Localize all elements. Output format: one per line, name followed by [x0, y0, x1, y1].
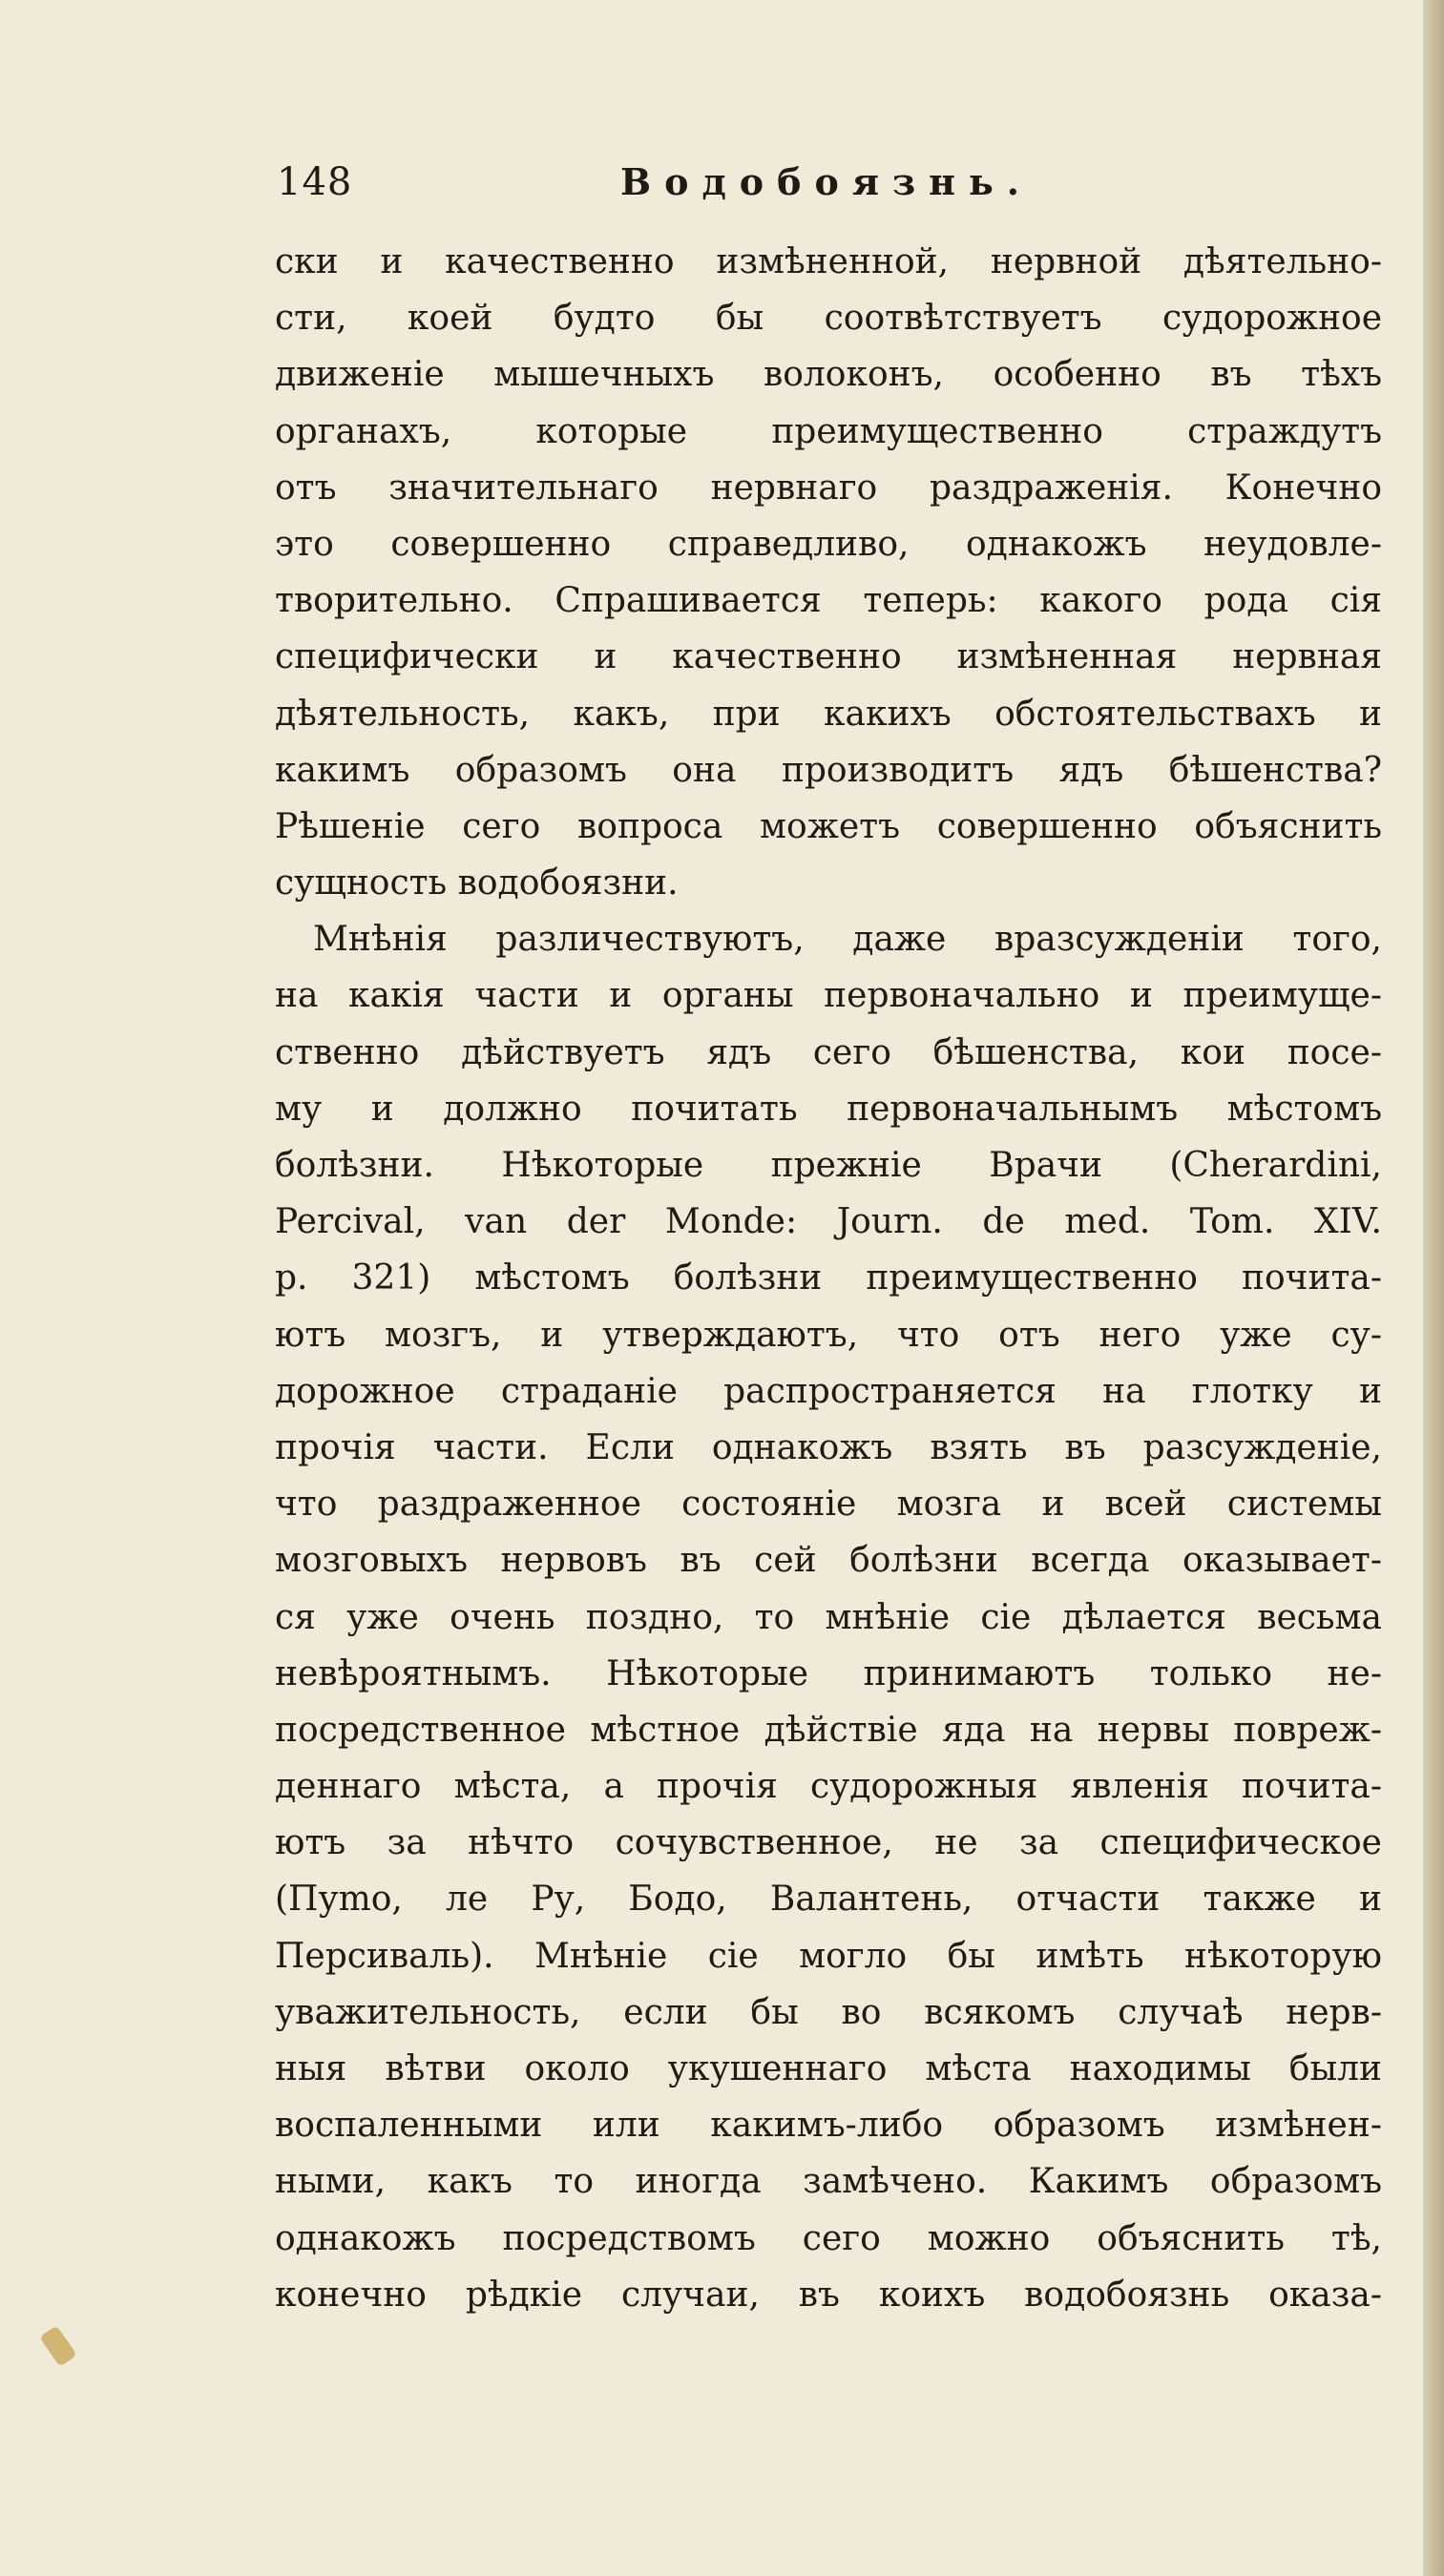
- text-line: му и должно почитать первоначальнымъ мѣстомъ: [275, 1089, 1382, 1129]
- text-line: Percival, van der Monde: Journ. de med. Tom. XIV.: [275, 1202, 1382, 1242]
- text-line: на какія части и органы первоначально и преимуще-: [275, 976, 1382, 1016]
- text-line: дѣятельность, какъ, при какихъ обстоятельствахъ и: [275, 694, 1382, 734]
- text-line: (Пуmо, ле Ру, Бодо, Валантень, отчасти также и: [275, 1880, 1382, 1920]
- text-line: p. 321) мѣстомъ болѣзни преимущественно почита-: [275, 1258, 1382, 1298]
- text-line: дорожное страданіе распространяется на глотку и: [275, 1371, 1382, 1411]
- text-line: болѣзни. Нѣкоторые прежніе Врачи (Cherardini,: [275, 1146, 1382, 1185]
- text-line: ютъ мозгъ, и утверждаютъ, что отъ него уже су-: [275, 1315, 1382, 1355]
- text-line: ся уже очень поздно, то мнѣніе сіе дѣлается весьма: [275, 1597, 1382, 1637]
- text-line: невѣроятнымъ. Нѣкоторые принимаютъ только не-: [275, 1653, 1382, 1693]
- text-line: однакожъ посредствомъ сего можно объяснить тѣ,: [275, 2218, 1382, 2258]
- page-edge: [1423, 0, 1444, 2576]
- text-line: деннаго мѣста, а прочія судорожныя явленія почита-: [275, 1767, 1382, 1807]
- text-line: ственно дѣйствуетъ ядъ сего бѣшенства, кои посе-: [275, 1032, 1382, 1072]
- running-title: Водобоязнь.: [620, 160, 1033, 203]
- text-line: специфически и качественно измѣненная нервная: [275, 637, 1382, 677]
- text-line: воспаленными или какимъ-либо образомъ измѣнен-: [275, 2106, 1382, 2146]
- paragraph-end-line: сущность водобоязни.: [275, 863, 679, 904]
- text-line: уважительность, если бы во всякомъ случаѣ нерв-: [275, 1992, 1382, 2032]
- text-line: Рѣшеніе сего вопроса можетъ совершенно объяснить: [275, 806, 1382, 846]
- running-head: [277, 160, 1374, 218]
- body-text: [275, 234, 1382, 2323]
- text-line: движеніе мышечныхъ волоконъ, особенно въ тѣхъ: [275, 355, 1382, 395]
- text-line: ютъ за нѣчто сочувственное, не за специфическое: [275, 1823, 1382, 1863]
- text-line: Персиваль). Мнѣніе сіе могло бы имѣть нѣкоторую: [275, 1936, 1382, 1976]
- text-line: прочія части. Если однакожъ взять въ разсужденіе,: [275, 1427, 1382, 1467]
- text-line: ски и качественно измѣненной, нервной дѣятельно-: [275, 242, 1382, 281]
- page-number: 148: [277, 160, 353, 204]
- text-line: какимъ образомъ она производитъ ядъ бѣшенства?: [275, 750, 1382, 790]
- text-line: сти, коей будто бы соотвѣтствуетъ судорожное: [275, 299, 1382, 339]
- paper-stain: [39, 2325, 77, 2367]
- text-line: отъ значительнаго нервнаго раздраженія. Конечно: [275, 467, 1382, 508]
- text-line: это совершенно справедливо, однакожъ неудовле-: [275, 524, 1382, 564]
- text-line: творительно. Спрашивается теперь: какого рода сія: [275, 581, 1382, 621]
- text-line: посредственное мѣстное дѣйствіе яда на нервы повреж-: [275, 1710, 1382, 1750]
- text-line: конечно рѣдкіе случаи, въ коихъ водобоязнь оказа-: [275, 2275, 1382, 2315]
- text-line: что раздраженное состояніе мозга и всей системы: [275, 1485, 1382, 1525]
- text-line: ными, какъ то иногда замѣчено. Какимъ образомъ: [275, 2162, 1382, 2202]
- text-line: мозговыхъ нервовъ въ сей болѣзни всегда оказывает-: [275, 1541, 1382, 1581]
- text-line: ныя вѣтви около укушеннаго мѣста находимы были: [275, 2049, 1382, 2088]
- text-line: органахъ, которые преимущественно страждутъ: [275, 411, 1382, 451]
- paragraph-start-line: Мнѣнія различествуютъ, даже вразсужденіи того,: [313, 920, 1382, 960]
